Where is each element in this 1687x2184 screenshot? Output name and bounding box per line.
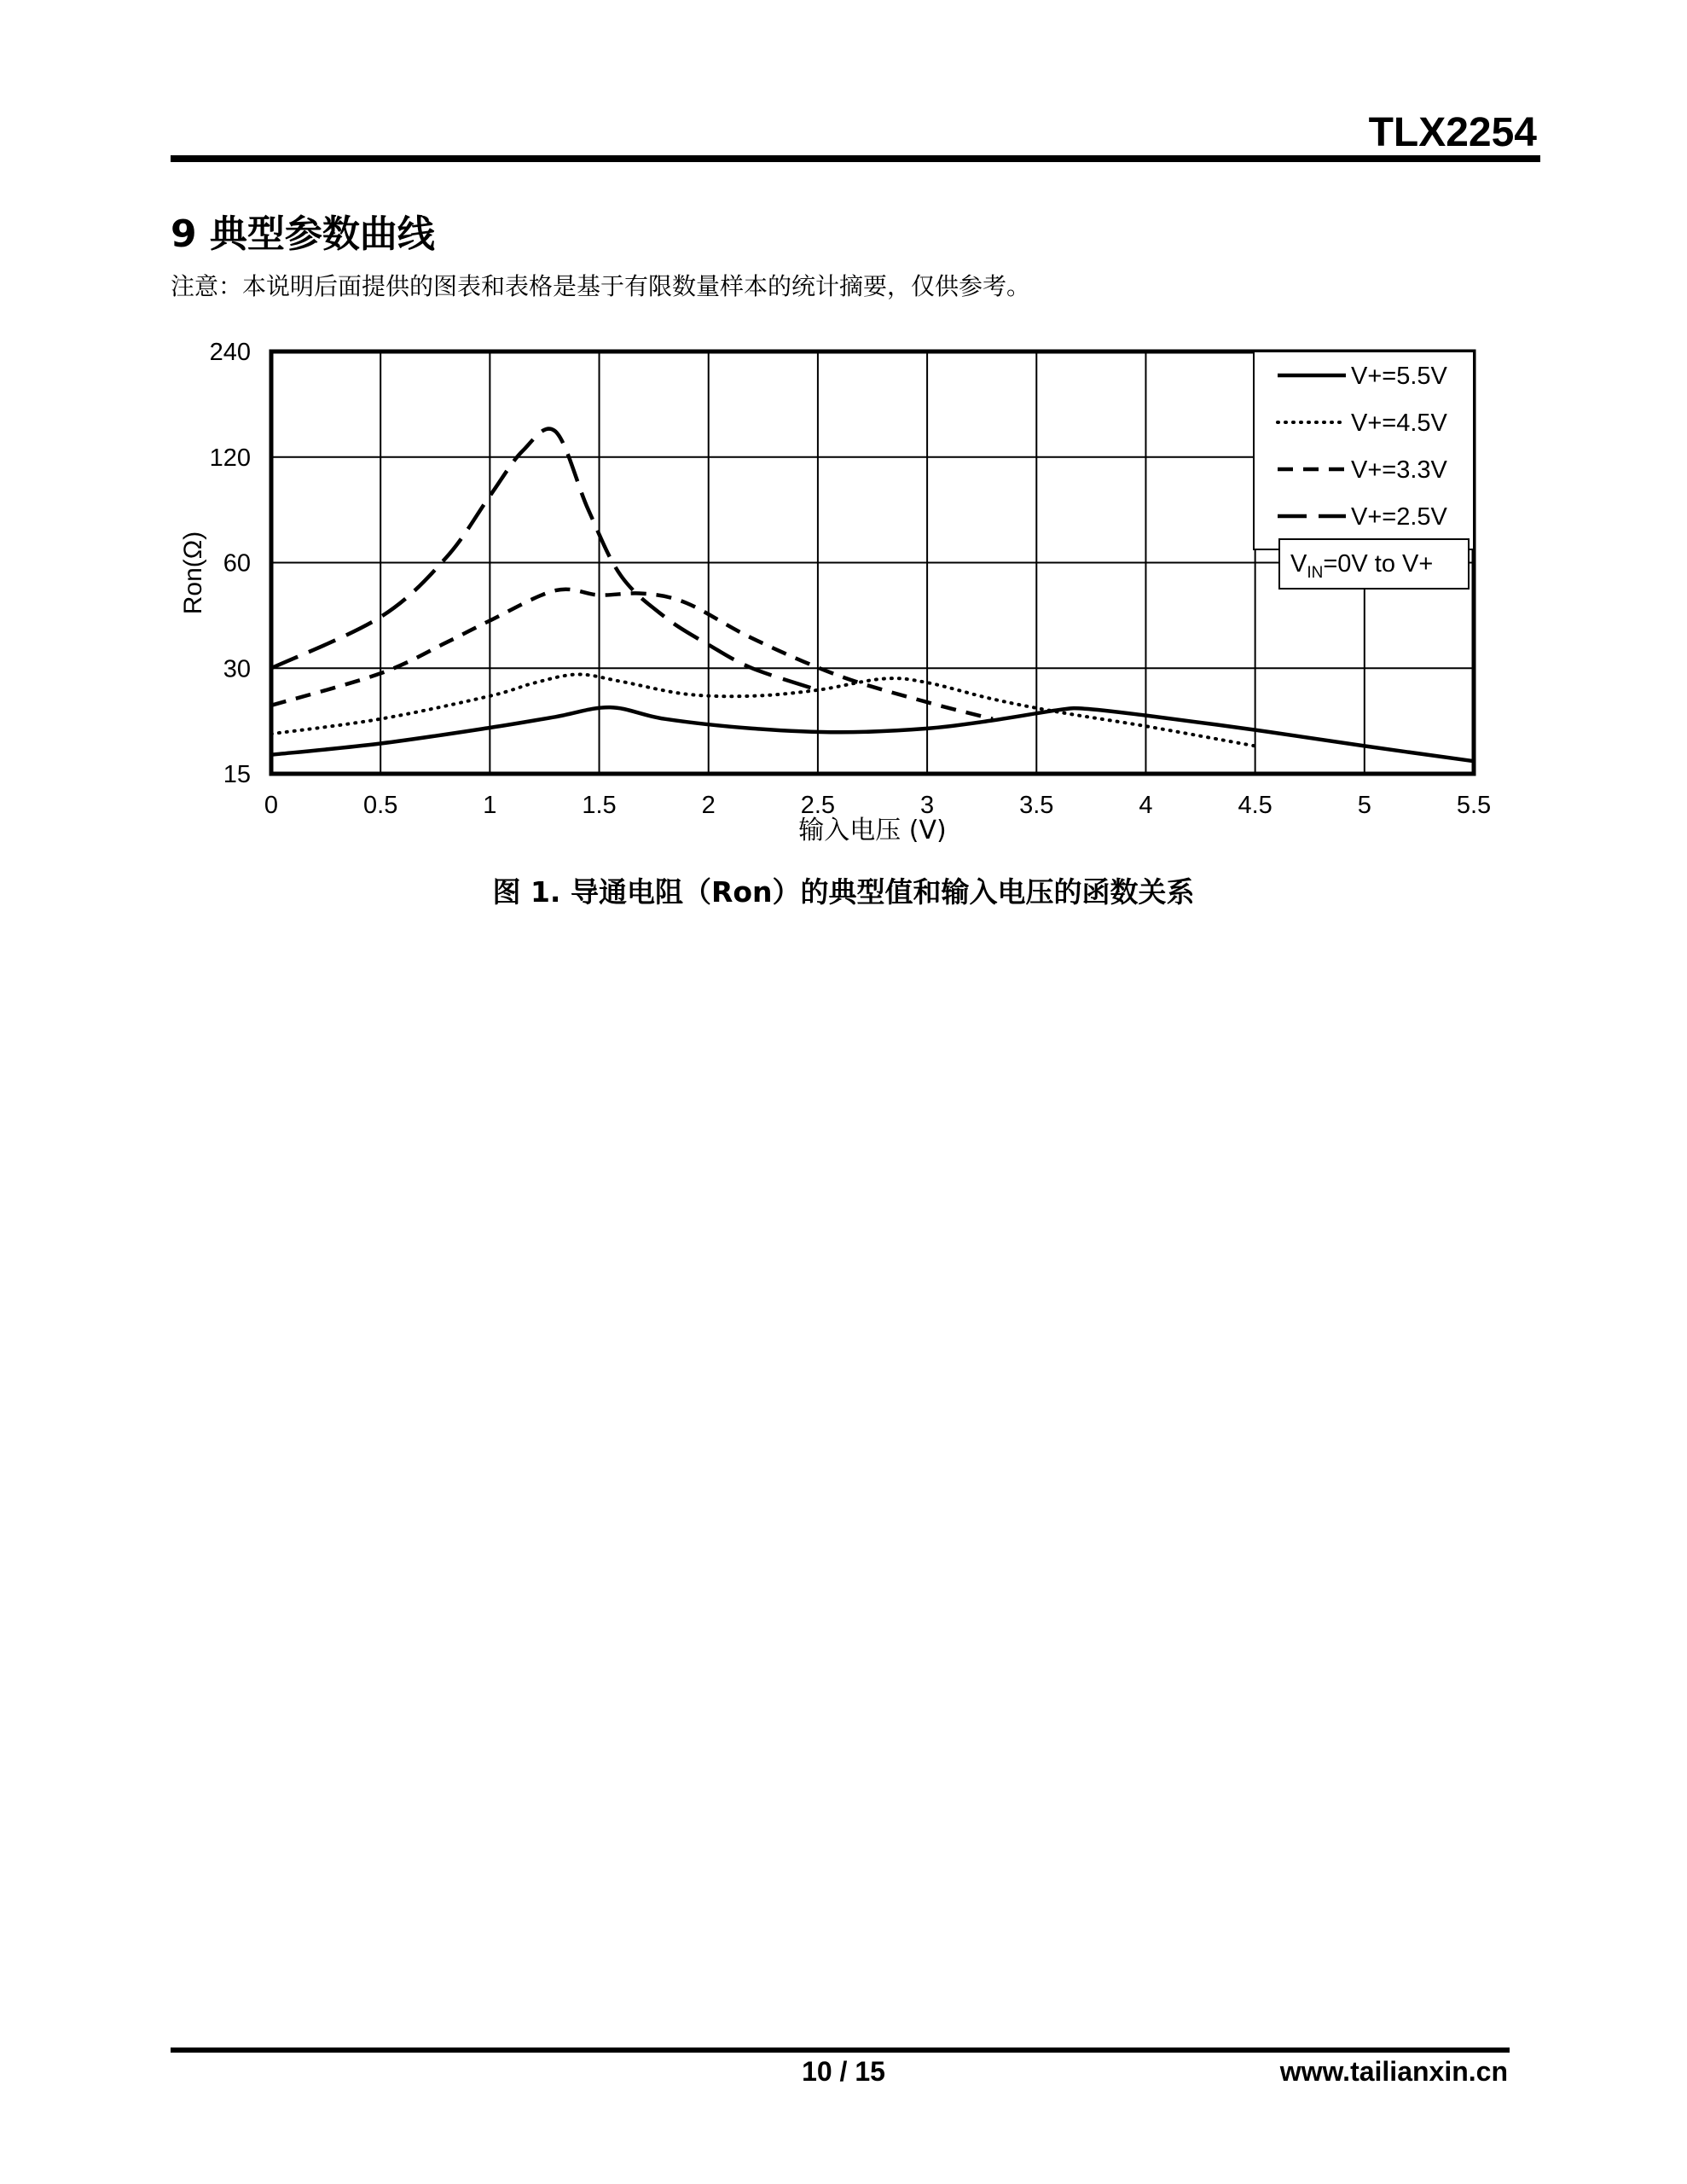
series-line-long-dashed	[271, 428, 818, 689]
ron-vs-vin-chart	[0, 324, 1687, 853]
legend-label: V+=4.5V	[1351, 410, 1447, 437]
header-rule	[171, 155, 1540, 162]
y-tick-label: 30	[223, 655, 251, 683]
x-tick-label: 0.5	[363, 792, 398, 819]
footer-rule	[171, 2048, 1510, 2053]
annotation-subscript: IN	[1307, 564, 1324, 582]
series-line-solid	[271, 707, 1474, 761]
legend-label: V+=5.5V	[1351, 363, 1447, 390]
legend	[1254, 351, 1474, 549]
y-tick-labels	[210, 339, 251, 788]
vin-annotation-box	[1279, 539, 1469, 589]
document-title: TLX2254	[1368, 110, 1537, 155]
series-line-dashed	[271, 590, 993, 719]
y-tick-label: 60	[223, 549, 251, 578]
x-tick-label: 3	[920, 792, 935, 819]
y-tick-label: 240	[209, 339, 251, 366]
y-tick-label: 15	[223, 761, 251, 788]
x-tick-label: 1.5	[582, 792, 617, 819]
y-axis-label: Ron(Ω)	[179, 531, 207, 615]
section-title: 9 典型参数曲线	[171, 212, 435, 256]
x-tick-label: 1	[483, 792, 497, 819]
x-tick-label: 2	[701, 792, 716, 819]
x-tick-label: 4	[1139, 792, 1153, 819]
x-tick-label: 4.5	[1238, 792, 1272, 819]
legend-label: V+=2.5V	[1351, 503, 1447, 531]
section-note: 注意：本说明后面提供的图表和表格是基于有限数量样本的统计摘要，仅供参考。	[171, 272, 1031, 300]
y-tick-label: 120	[209, 444, 251, 472]
figure-caption: 图 1. 导通电阻（Ron）的典型值和输入电压的函数关系	[492, 875, 1195, 909]
x-tick-label: 0	[264, 792, 279, 819]
x-tick-label: 3.5	[1019, 792, 1054, 819]
legend-label: V+=3.3V	[1351, 456, 1447, 484]
x-tick-label: 2.5	[800, 792, 836, 819]
x-axis-label: 输入电压 (V)	[798, 816, 947, 845]
x-tick-label: 5.5	[1456, 792, 1492, 819]
website-link[interactable]: www.tailianxin.cn	[1279, 2056, 1508, 2087]
x-tick-label: 5	[1357, 792, 1371, 819]
annotation-rest: =0V to V+	[1323, 550, 1434, 578]
annotation-v: V	[1290, 550, 1307, 578]
page-number: 10 / 15	[802, 2056, 885, 2087]
